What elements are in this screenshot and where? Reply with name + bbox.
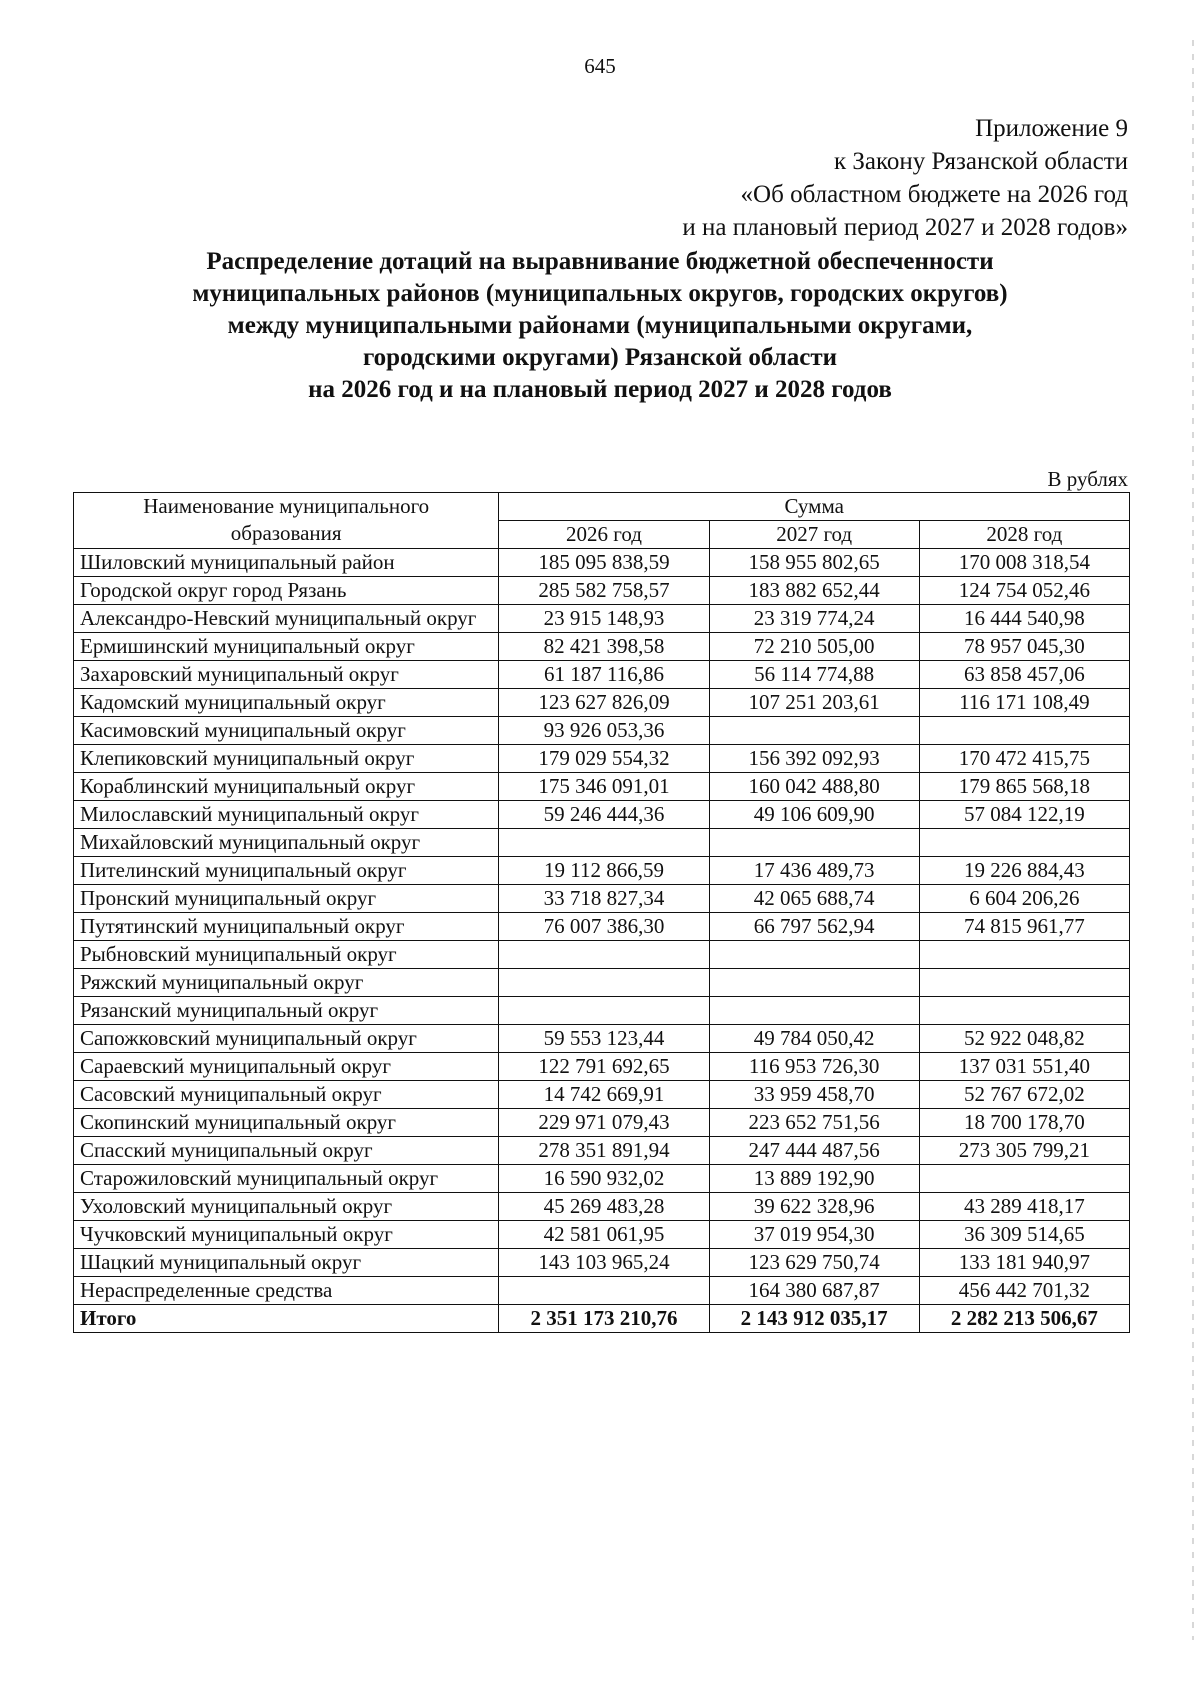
table-row: [74, 689, 1130, 717]
row-value-2027: 158 955 802,65: [709, 549, 919, 577]
table-row: [74, 773, 1130, 801]
row-name: Ермишинский муниципальный округ: [74, 633, 499, 661]
units-label: В рублях: [1047, 467, 1128, 491]
header-sum: Сумма: [499, 493, 1130, 521]
row-value-2028: 137 031 551,40: [919, 1053, 1129, 1081]
appendix-line-3: «Об областном бюджете на 2026 год: [740, 181, 1128, 208]
row-value-2028: 179 865 568,18: [919, 773, 1129, 801]
row-value-2027: 13 889 192,90: [709, 1165, 919, 1193]
row-value-2028: 63 858 457,06: [919, 661, 1129, 689]
row-value-2027: 17 436 489,73: [709, 857, 919, 885]
row-value-2027: 49 106 609,90: [709, 801, 919, 829]
row-name: Александро-Невский муниципальный округ: [74, 605, 499, 633]
row-value-2027: [709, 941, 919, 969]
table-header: [74, 493, 1130, 549]
table-row: [74, 997, 1130, 1025]
row-value-2026: 82 421 398,58: [499, 633, 709, 661]
row-value-2028: 19 226 884,43: [919, 857, 1129, 885]
table-total-row: [74, 1305, 1130, 1333]
row-value-2028: 52 922 048,82: [919, 1025, 1129, 1053]
row-name: Спасский муниципальный округ: [74, 1137, 499, 1165]
row-name: Рыбновский муниципальный округ: [74, 941, 499, 969]
row-name: Михайловский муниципальный округ: [74, 829, 499, 857]
row-value-2026: 76 007 386,30: [499, 913, 709, 941]
row-name: Пителинский муниципальный округ: [74, 857, 499, 885]
row-value-2028: 74 815 961,77: [919, 913, 1129, 941]
header-name-line-2: образования: [230, 521, 342, 545]
row-value-2026: 59 246 444,36: [499, 801, 709, 829]
row-value-2026: 122 791 692,65: [499, 1053, 709, 1081]
table-row: [74, 1249, 1130, 1277]
table-row: [74, 969, 1130, 997]
row-value-2026: 45 269 483,28: [499, 1193, 709, 1221]
row-name: Ухоловский муниципальный округ: [74, 1193, 499, 1221]
title-line-1: Распределение дотаций на выравнивание бюджетной обеспеченности: [206, 248, 994, 275]
row-value-2028: 124 754 052,46: [919, 577, 1129, 605]
header-name: [74, 493, 499, 549]
row-name: Сасовский муниципальный округ: [74, 1081, 499, 1109]
row-value-2027: 107 251 203,61: [709, 689, 919, 717]
header-year-2027: 2027 год: [709, 521, 919, 549]
row-value-2026: 123 627 826,09: [499, 689, 709, 717]
row-value-2027: 42 065 688,74: [709, 885, 919, 913]
row-value-2028: [919, 969, 1129, 997]
row-value-2026: 185 095 838,59: [499, 549, 709, 577]
title-line-2: муниципальных районов (муниципальных округов, городских округов): [192, 280, 1008, 307]
table-row: [74, 941, 1130, 969]
table-row: [74, 549, 1130, 577]
row-value-2026: 285 582 758,57: [499, 577, 709, 605]
table-row: [74, 605, 1130, 633]
row-value-2027: 116 953 726,30: [709, 1053, 919, 1081]
row-value-2026: 14 742 669,91: [499, 1081, 709, 1109]
row-value-2027: 123 629 750,74: [709, 1249, 919, 1277]
row-value-2026: 143 103 965,24: [499, 1249, 709, 1277]
table-row: [74, 1137, 1130, 1165]
title-line-5: на 2026 год и на плановый период 2027 и 2028 годов: [308, 376, 892, 403]
row-value-2028: [919, 941, 1129, 969]
row-value-2026: [499, 997, 709, 1025]
appendix-line-2: к Закону Рязанской области: [834, 148, 1128, 175]
table-row: [74, 829, 1130, 857]
total-value-2027: 2 143 912 035,17: [709, 1305, 919, 1333]
row-value-2027: 66 797 562,94: [709, 913, 919, 941]
row-value-2027: [709, 969, 919, 997]
header-year-2026: 2026 год: [499, 521, 709, 549]
appendix-line-4: и на плановый период 2027 и 2028 годов»: [682, 214, 1128, 241]
row-value-2028: 456 442 701,32: [919, 1277, 1129, 1305]
table-row: [74, 1081, 1130, 1109]
row-name: Пронский муниципальный округ: [74, 885, 499, 913]
row-value-2026: [499, 941, 709, 969]
row-value-2027: 33 959 458,70: [709, 1081, 919, 1109]
row-value-2028: 170 472 415,75: [919, 745, 1129, 773]
header-name-line-1: Наименование муниципального: [143, 494, 430, 518]
row-name: Чучковский муниципальный округ: [74, 1221, 499, 1249]
row-value-2026: 278 351 891,94: [499, 1137, 709, 1165]
row-value-2028: 16 444 540,98: [919, 605, 1129, 633]
row-value-2026: [499, 969, 709, 997]
row-name: Путятинский муниципальный округ: [74, 913, 499, 941]
row-name: Скопинский муниципальный округ: [74, 1109, 499, 1137]
row-value-2028: [919, 829, 1129, 857]
row-value-2028: 133 181 940,97: [919, 1249, 1129, 1277]
row-name: Нераспределенные средства: [74, 1277, 499, 1305]
row-value-2028: [919, 717, 1129, 745]
total-value-2026: 2 351 173 210,76: [499, 1305, 709, 1333]
row-value-2028: 170 008 318,54: [919, 549, 1129, 577]
table-row: [74, 633, 1130, 661]
appendix-line-1: Приложение 9: [975, 115, 1128, 142]
table-row: [74, 1165, 1130, 1193]
row-value-2027: 223 652 751,56: [709, 1109, 919, 1137]
row-value-2027: 49 784 050,42: [709, 1025, 919, 1053]
table-row: [74, 913, 1130, 941]
row-value-2027: 39 622 328,96: [709, 1193, 919, 1221]
row-name: Кораблинский муниципальный округ: [74, 773, 499, 801]
row-value-2026: 33 718 827,34: [499, 885, 709, 913]
row-name: Городской округ город Рязань: [74, 577, 499, 605]
table-row: [74, 577, 1130, 605]
row-value-2026: 229 971 079,43: [499, 1109, 709, 1137]
row-value-2027: [709, 829, 919, 857]
row-name: Клепиковский муниципальный округ: [74, 745, 499, 773]
document-title: [110, 246, 1090, 406]
row-value-2028: 116 171 108,49: [919, 689, 1129, 717]
row-value-2026: [499, 1277, 709, 1305]
row-name: Сапожковский муниципальный округ: [74, 1025, 499, 1053]
row-value-2026: 93 926 053,36: [499, 717, 709, 745]
scan-margin-line: [1192, 40, 1194, 1640]
table-row: [74, 1193, 1130, 1221]
row-value-2026: 175 346 091,01: [499, 773, 709, 801]
table-row: [74, 801, 1130, 829]
row-value-2027: 160 042 488,80: [709, 773, 919, 801]
row-name: Кадомский муниципальный округ: [74, 689, 499, 717]
page-number: 645: [584, 54, 616, 78]
row-name: Старожиловский муниципальный округ: [74, 1165, 499, 1193]
row-name: Рязанский муниципальный округ: [74, 997, 499, 1025]
row-value-2028: 36 309 514,65: [919, 1221, 1129, 1249]
row-name: Захаровский муниципальный округ: [74, 661, 499, 689]
row-value-2028: 57 084 122,19: [919, 801, 1129, 829]
row-name: Милославский муниципальный округ: [74, 801, 499, 829]
subsidy-table: [73, 492, 1130, 1333]
row-value-2028: 43 289 418,17: [919, 1193, 1129, 1221]
row-value-2027: 183 882 652,44: [709, 577, 919, 605]
row-value-2027: 247 444 487,56: [709, 1137, 919, 1165]
table-row: [74, 857, 1130, 885]
table-row: [74, 885, 1130, 913]
row-name: Шацкий муниципальный округ: [74, 1249, 499, 1277]
row-name: Шиловский муниципальный район: [74, 549, 499, 577]
row-value-2027: [709, 997, 919, 1025]
row-value-2026: 42 581 061,95: [499, 1221, 709, 1249]
row-value-2028: 273 305 799,21: [919, 1137, 1129, 1165]
row-value-2028: [919, 997, 1129, 1025]
row-value-2026: 19 112 866,59: [499, 857, 709, 885]
row-name: Касимовский муниципальный округ: [74, 717, 499, 745]
row-value-2027: 23 319 774,24: [709, 605, 919, 633]
total-value-2028: 2 282 213 506,67: [919, 1305, 1129, 1333]
row-value-2027: 156 392 092,93: [709, 745, 919, 773]
header-year-2028: 2028 год: [919, 521, 1129, 549]
row-value-2027: 164 380 687,87: [709, 1277, 919, 1305]
row-name: Ряжский муниципальный округ: [74, 969, 499, 997]
total-label: Итого: [74, 1305, 499, 1333]
row-value-2026: 23 915 148,93: [499, 605, 709, 633]
table-row: [74, 1109, 1130, 1137]
table-row: [74, 661, 1130, 689]
table-body: [74, 549, 1130, 1333]
row-value-2027: 56 114 774,88: [709, 661, 919, 689]
row-value-2026: 16 590 932,02: [499, 1165, 709, 1193]
title-line-4: городскими округами) Рязанской области: [362, 344, 838, 371]
table-row: [74, 745, 1130, 773]
row-value-2028: [919, 1165, 1129, 1193]
appendix-header: [682, 112, 1128, 244]
row-value-2028: 78 957 045,30: [919, 633, 1129, 661]
table-row: [74, 1025, 1130, 1053]
row-value-2027: 72 210 505,00: [709, 633, 919, 661]
table-row: [74, 717, 1130, 745]
row-name: Сараевский муниципальный округ: [74, 1053, 499, 1081]
title-line-3: между муниципальными районами (муниципальными округами,: [227, 312, 973, 339]
row-value-2028: 18 700 178,70: [919, 1109, 1129, 1137]
row-value-2028: 6 604 206,26: [919, 885, 1129, 913]
row-value-2027: [709, 717, 919, 745]
table-row: [74, 1277, 1130, 1305]
row-value-2026: 179 029 554,32: [499, 745, 709, 773]
row-value-2027: 37 019 954,30: [709, 1221, 919, 1249]
row-value-2026: [499, 829, 709, 857]
table-row: [74, 1053, 1130, 1081]
row-value-2026: 61 187 116,86: [499, 661, 709, 689]
table-row: [74, 1221, 1130, 1249]
row-value-2028: 52 767 672,02: [919, 1081, 1129, 1109]
row-value-2026: 59 553 123,44: [499, 1025, 709, 1053]
